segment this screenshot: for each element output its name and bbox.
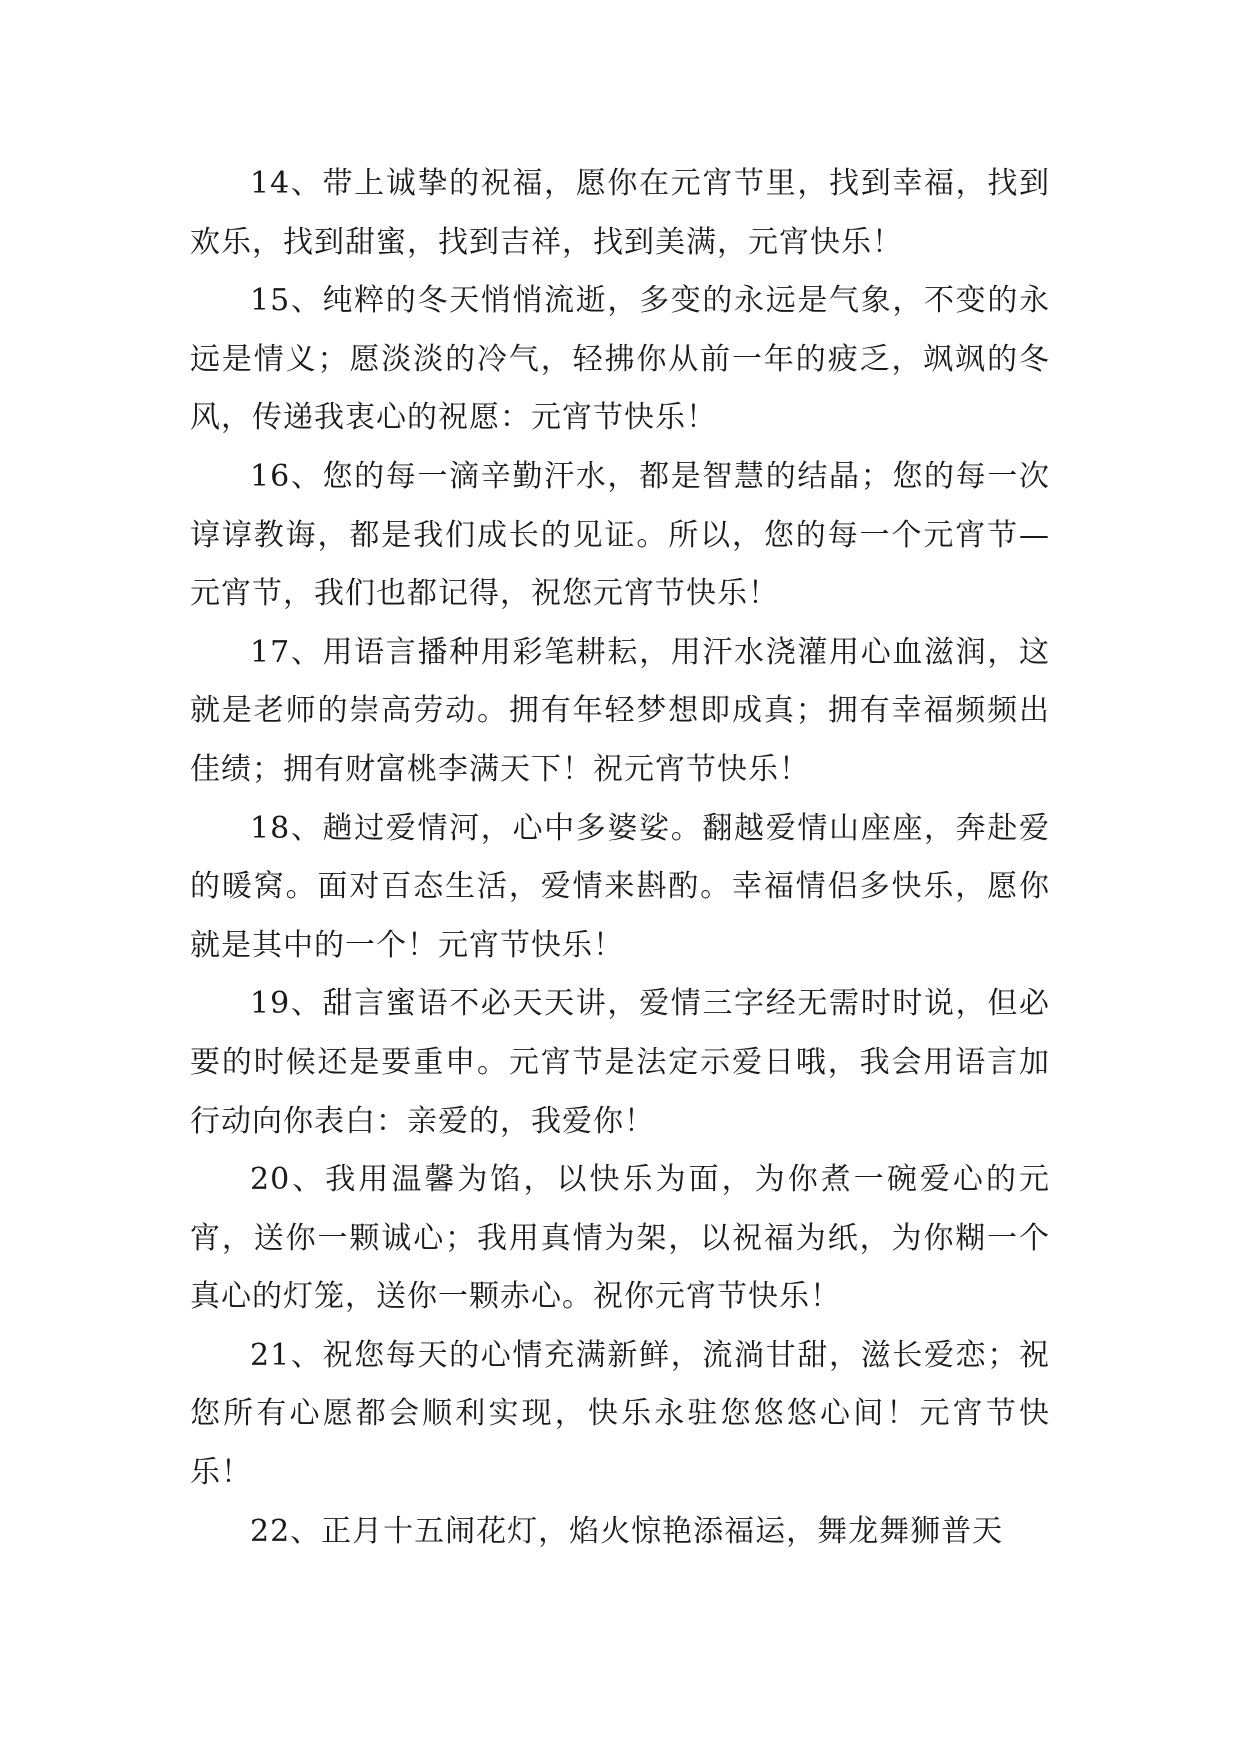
- paragraph-20: 20、我用温馨为馅，以快乐为面，为你煮一碗爱心的元宵，送你一颗诚心；我用真情为架，以祝福为纸，为你糊一个真心的灯笼，送你一颗赤心。祝你元宵节快乐！: [190, 1162, 1050, 1315]
- document-body: [190, 155, 1050, 1561]
- paragraph-21: 21、祝您每天的心情充满新鲜，流淌甘甜，滋长爱恋；祝您所有心愿都会顺利实现，快乐永驻您悠悠心间！元宵节快乐！: [190, 1337, 1050, 1491]
- paragraph-17: 17、用语言播种用彩笔耕耘，用汗水浇灌用心血滋润，这就是老师的崇高劳动。拥有年轻梦想即成真；拥有幸福频频出佳绩；拥有财富桃李满天下！祝元宵节快乐！: [190, 634, 1050, 787]
- paragraph-22: 22、正月十五闹花灯，焰火惊艳添福运，舞龙舞狮普天: [250, 1513, 1004, 1549]
- paragraph-18: 18、趟过爱情河，心中多婆娑。翻越爱情山座座，奔赴爱的暖窝。面对百态生活，爱情来斟酌。幸福情侣多快乐，愿你就是其中的一个！元宵节快乐！: [190, 810, 1050, 963]
- paragraph-16: 16、您的每一滴辛勤汗水，都是智慧的结晶；您的每一次谆谆教诲，都是我们成长的见证。所以，您的每一个元宵节—元宵节，我们也都记得，祝您元宵节快乐！: [190, 458, 1050, 612]
- paragraph-19: 19、甜言蜜语不必天天讲，爱情三字经无需时时说，但必要的时候还是要重申。元宵节是法定示爱日哦，我会用语言加行动向你表白：亲爱的，我爱你！: [190, 986, 1050, 1139]
- paragraph-14: 14、带上诚挚的祝福，愿你在元宵节里，找到幸福，找到欢乐，找到甜蜜，找到吉祥，找到美满，元宵快乐！: [190, 166, 1050, 260]
- paragraph-15: 15、纯粹的冬天悄悄流逝，多变的永远是气象，不变的永远是情义；愿淡淡的冷气，轻拂你从前一年的疲乏，飒飒的冬风，传递我衷心的祝愿：元宵节快乐！: [190, 283, 1050, 436]
